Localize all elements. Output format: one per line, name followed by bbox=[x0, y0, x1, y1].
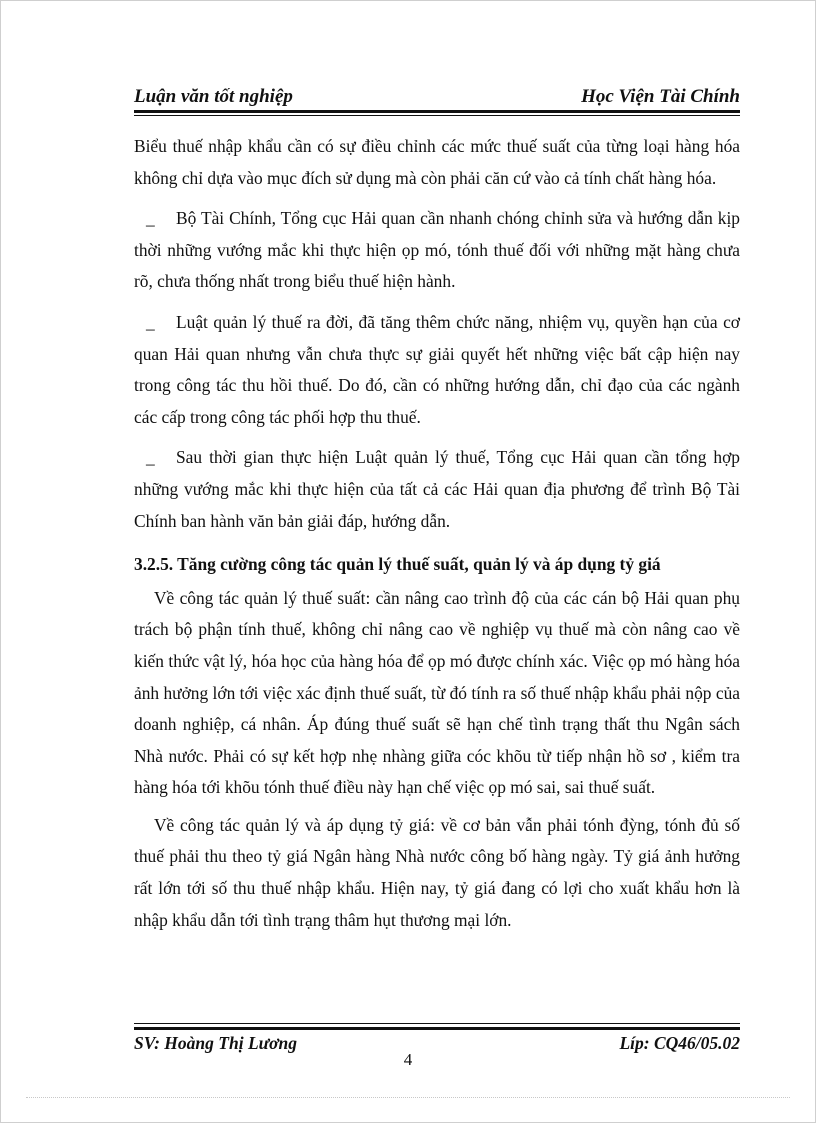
footer-rule-thin bbox=[134, 1023, 740, 1024]
footer-student-name: SV: Hoàng Thị Lương bbox=[134, 1032, 297, 1053]
footer-class-code: Líp: CQ46/05.02 bbox=[619, 1032, 740, 1053]
page-number: 4 bbox=[403, 1050, 413, 1069]
footer-rule-thick bbox=[134, 1027, 740, 1030]
bottom-dotted-guide bbox=[26, 1097, 790, 1098]
bullet-marker: _ bbox=[146, 311, 155, 332]
header-thesis-label: Luận văn tốt nghiệp bbox=[134, 86, 293, 107]
page-body bbox=[134, 131, 740, 942]
bullet-ministry-guidance bbox=[134, 203, 740, 298]
section-heading-3-2-5: 3.2.5. Tăng cường công tác quản lý thuế suất, quản lý và áp dụng tỷ giá bbox=[134, 554, 661, 575]
paragraph-exchange-rate: Về công tác quản lý và áp dụng tỷ giá: về cơ bản vẫn phải tónh đỳng, tónh đủ số thuế phải thu theo tỷ giá Ngân hàng Nhà nước công bố hàng ngày. Tỷ giá ảnh hưởng rất lớn tới số thu thuế nhập khẩu. Hiện nay, tỷ giá đang có lợi cho xuất khẩu hơn là nhập khẩu dẫn tới tình trạng thâm hụt thương mại lớn. bbox=[134, 814, 740, 930]
bullet-tax-law bbox=[134, 307, 740, 433]
header-rule-thick bbox=[134, 110, 740, 113]
paragraph-tariff-adjustment: Biểu thuế nhập khẩu cần có sự điều chỉnh các mức thuế suất của từng loại hàng hóa không chỉ dựa vào mục đích sử dụng mà còn phải căn cứ vào cả tính chất hàng hóa. bbox=[134, 136, 740, 188]
bullet-marker: _ bbox=[146, 447, 155, 468]
paragraph-tax-rate-management: Về công tác quản lý thuế suất: cần nâng cao trình độ của các cán bộ Hải quan phụ trách bộ phận tính thuế, không chỉ nâng cao về nghiệp vụ thuế mà còn nâng cao về kiến thức vật lý, hóa học của hàng hóa để ọp mó được chính xác. Việc ọp mó hàng hóa ảnh hưởng lớn tới việc xác định thuế suất, từ đó tính ra số thuế nhập khẩu phải nộp của doanh nghiệp, cá nhân. Áp đúng thuế suất sẽ hạn chế tình trạng thất thu Ngân sách Nhà nước. Phải có sự kết hợp nhẹ nhàng giữa cóc khõu từ tiếp nhận hồ sơ , kiểm tra hàng hóa tới khõu tónh thuế điều này hạn chế việc ọp mó sai, sai thuế suất. bbox=[134, 587, 740, 798]
header-rule-thin bbox=[134, 115, 740, 116]
bullet-text: Bộ Tài Chính, Tổng cục Hải quan cần nhanh chóng chỉnh sửa và hướng dẫn kịp thời những vướng mắc khi thực hiện ọp mó, tónh thuế đối với những mặt hàng chưa rõ, chưa thống nhất trong biểu thuế hiện hành. bbox=[134, 208, 740, 292]
header-institution-label: Học Viện Tài Chính bbox=[581, 86, 740, 107]
bullet-text: Sau thời gian thực hiện Luật quản lý thuế, Tổng cục Hải quan cần tổng hợp những vướng mắc khi thực hiện của tất cả các Hải quan địa phương để trình Bộ Tài Chính ban hành văn bản giải đáp, hướng dẫn. bbox=[134, 447, 740, 531]
page-header bbox=[134, 80, 740, 108]
bullet-summary-report bbox=[134, 442, 740, 537]
bullet-marker: _ bbox=[146, 208, 155, 229]
bullet-text: Luật quản lý thuế ra đời, đã tăng thêm chức năng, nhiệm vụ, quyền hạn của cơ quan Hải quan nhưng vẫn chưa thực sự giải quyết hết những việc bất cập hiện nay trong công tác thu hồi thuế. Do đó, cần có những hướng dẫn, chỉ đạo của các ngành các cấp trong công tác phối hợp thu thuế. bbox=[134, 311, 740, 427]
